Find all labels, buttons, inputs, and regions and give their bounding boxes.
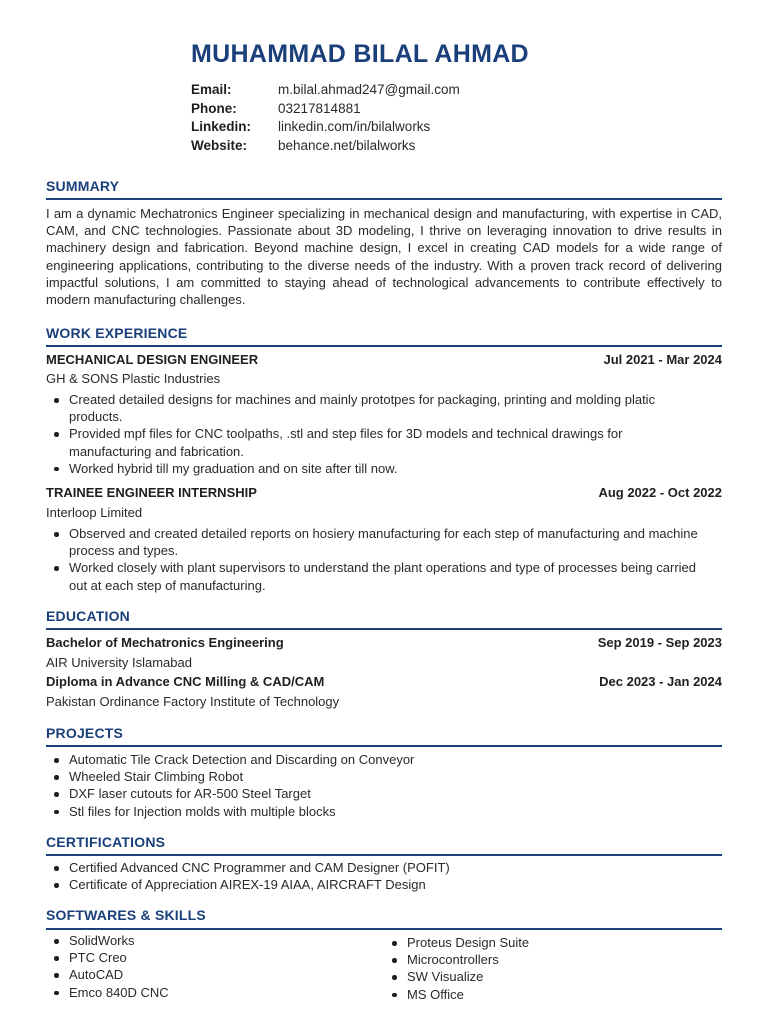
projects-divider	[46, 745, 722, 747]
summary-text: I am a dynamic Mechatronics Engineer specializing in mechanical design and manufacturing, with expertise in CAD, CAM, and CNC technologies. Passionate about 3D modeling, I thrive on leveraging innovation to drive results in machinery design and fabrication. Beyond machine design, I excel in creating CAD models for a wide range of engineering applications, contributing to the diverse needs of the industry. With a proven track record of delivering impactful solutions, I am committed to staying ahead of technological advancements to contribute effectively to modern manufacturing challenges.	[46, 206, 722, 308]
certifications-heading: CERTIFICATIONS	[46, 834, 166, 850]
list-item: Worked closely with plant supervisors to understand the plant operations and type of processes being carried out at each step of manufacturing.	[46, 559, 706, 593]
list-item: AutoCAD	[46, 966, 366, 983]
certifications-divider	[46, 854, 722, 856]
job-bullets	[46, 391, 706, 477]
work-experience-divider	[46, 345, 722, 347]
linkedin-label: Linkedin:	[191, 119, 251, 135]
website-link[interactable]: behance.net/bilalworks	[278, 137, 416, 153]
education-header	[46, 635, 722, 650]
list-item: Microcontrollers	[384, 951, 704, 968]
skills-divider	[46, 928, 722, 930]
linkedin-link[interactable]: linkedin.com/in/bilalworks	[278, 119, 431, 135]
skills-list-right	[384, 934, 704, 1003]
job-title: MECHANICAL DESIGN ENGINEER	[46, 352, 259, 367]
work-experience-heading: WORK EXPERIENCE	[46, 325, 188, 341]
school-name: Pakistan Ordinance Factory Institute of Technology	[46, 694, 340, 709]
contact-block	[191, 81, 460, 155]
job-company: Interloop Limited	[46, 505, 143, 520]
email-label: Email:	[191, 82, 232, 97]
phone-label: Phone:	[191, 100, 237, 116]
list-item: Certified Advanced CNC Programmer and CAM Designer (POFIT)	[46, 859, 706, 876]
website-label: Website:	[191, 137, 248, 153]
contact-email-row	[191, 81, 460, 100]
list-item: PTC Creo	[46, 949, 366, 966]
education-dates: Sep 2019 - Sep 2023	[597, 635, 722, 650]
job-dates: Aug 2022 - Oct 2022	[598, 485, 722, 500]
phone-value[interactable]: 03217814881	[278, 100, 361, 116]
summary-heading: SUMMARY	[46, 178, 120, 194]
job-title: TRAINEE ENGINEER INTERNSHIP	[46, 485, 257, 500]
summary-divider	[46, 198, 722, 200]
job-header	[46, 352, 722, 367]
projects-list	[46, 751, 706, 820]
job-company: GH & SONS Plastic Industries	[46, 371, 221, 386]
degree-title: Bachelor of Mechatronics Engineering	[46, 635, 284, 650]
degree-title: Diploma in Advance CNC Milling & CAD/CAM	[46, 674, 325, 689]
list-item: Created detailed designs for machines and mainly prototpes for packaging, printing and molding platic products.	[46, 391, 706, 425]
list-item: MS Office	[384, 986, 704, 1003]
list-item: Automatic Tile Crack Detection and Discarding on Conveyor	[46, 751, 706, 768]
list-item: Stl files for Injection molds with multiple blocks	[46, 803, 706, 820]
job-dates: Jul 2021 - Mar 2024	[603, 352, 722, 367]
contact-website-row	[191, 137, 460, 156]
list-item: Observed and created detailed reports on hosiery manufacturing for each step of manufacturing and machine process and types.	[46, 525, 706, 559]
projects-heading: PROJECTS	[46, 725, 124, 741]
list-item: Certificate of Appreciation AIREX-19 AIAA, AIRCRAFT Design	[46, 876, 706, 893]
list-item: Worked hybrid till my graduation and on site after till now.	[46, 460, 706, 477]
list-item: DXF laser cutouts for AR-500 Steel Target	[46, 785, 706, 802]
list-item: Emco 840D CNC	[46, 984, 366, 1001]
list-item: Wheeled Stair Climbing Robot	[46, 768, 706, 785]
list-item: SW Visualize	[384, 968, 704, 985]
list-item: Provided mpf files for CNC toolpaths, .stl and step files for 3D models and technical drawings for manufacturing and fabrication.	[46, 425, 706, 459]
job-bullets	[46, 525, 706, 594]
education-heading: EDUCATION	[46, 608, 130, 624]
education-header	[46, 674, 722, 689]
contact-linkedin-row	[191, 118, 460, 137]
education-divider	[46, 628, 722, 630]
email-value[interactable]: m.bilal.ahmad247@gmail.com	[278, 82, 460, 97]
skills-heading: SOFTWARES & SKILLS	[46, 907, 206, 923]
certifications-list	[46, 859, 706, 893]
education-dates: Dec 2023 - Jan 2024	[599, 674, 722, 689]
school-name: AIR University Islamabad	[46, 655, 192, 670]
list-item: SolidWorks	[46, 932, 366, 949]
candidate-name: MUHAMMAD BILAL AHMAD	[191, 40, 529, 68]
list-item: Proteus Design Suite	[384, 934, 704, 951]
job-header	[46, 485, 722, 500]
contact-phone-row	[191, 100, 460, 119]
skills-list-left	[46, 932, 366, 1001]
